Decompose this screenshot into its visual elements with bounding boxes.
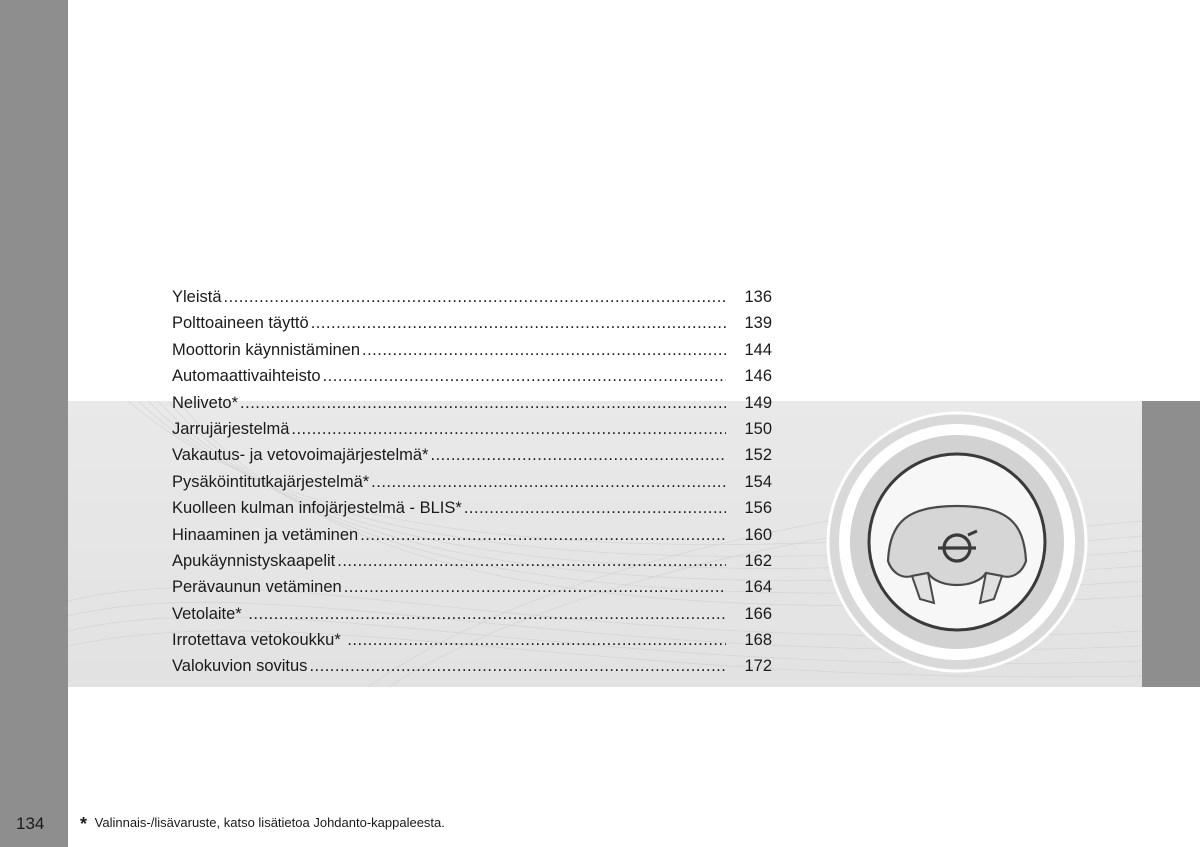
toc-entry[interactable] [172,284,772,310]
left-margin-bar [0,0,68,847]
toc-leader-dots [240,390,726,416]
toc-entry-title: Polttoaineen täyttö [172,314,309,333]
toc-entry-title: Kuolleen kulman infojärjestelmä - BLIS* [172,499,462,518]
toc-leader-dots [337,548,726,574]
toc-leader-dots [248,601,726,627]
toc-entry-page: 166 [744,604,772,623]
toc-leader-dots [430,442,726,468]
toc-entry-title: Hinaaminen ja vetäminen [172,525,359,544]
toc-entry[interactable] [172,442,772,468]
toc-leader-dots [323,363,726,389]
toc-entry[interactable] [172,574,772,600]
toc-entry-page: 150 [744,419,772,438]
steering-wheel-icon [826,411,1088,673]
toc-leader-dots [311,310,726,336]
toc-entry-page: 139 [744,314,772,333]
toc-entry-page: 162 [744,551,772,570]
toc-entry[interactable] [172,390,772,416]
toc-entry-title: Apukäynnistyskaapelit [172,551,336,570]
toc-entry-page: 154 [744,472,772,491]
toc-entry-title: Vetolaite* [172,604,247,623]
toc-entry[interactable] [172,363,772,389]
toc-entry-page: 172 [744,657,772,676]
toc-entry[interactable] [172,310,772,336]
toc-leader-dots [362,337,726,363]
toc-entry-title: Vakautus- ja vetovoimajärjestelmä* [172,446,429,465]
toc-entry-title: Perävaunun vetäminen [172,578,342,597]
toc-leader-dots [371,469,726,495]
footnote-text: Valinnais-/lisävaruste, katso lisätietoa Johdanto-kappaleesta. [94,815,445,830]
toc-entry-title: Neliveto* [172,393,239,412]
toc-entry-page: 136 [744,288,772,306]
toc-entry[interactable] [172,416,772,442]
toc-entry-title: Pysäköintitutkajärjestelmä* [172,472,370,491]
toc-entry-page: 146 [744,367,772,386]
toc-entry[interactable] [172,627,772,653]
toc-leader-dots [464,495,726,521]
chapter-tab [1142,401,1200,687]
toc-entry-title: Valokuvion sovitus [172,657,308,676]
toc-entry-page: 144 [744,340,772,359]
toc-leader-dots [344,574,726,600]
toc-leader-dots [309,653,726,679]
toc-entry-page: 156 [744,499,772,518]
toc-leader-dots [224,284,726,310]
toc-entry[interactable] [172,548,772,574]
footnote-star: * [80,814,88,834]
toc-entry-title: Jarrujärjestelmä [172,419,290,438]
toc-entry-title: Moottorin käynnistäminen [172,340,361,359]
toc-entry-page: 152 [744,446,772,465]
toc-entry[interactable] [172,495,772,521]
toc-entry-title: Automaattivaihteisto [172,367,321,386]
toc-entry-page: 149 [744,393,772,412]
table-of-contents [172,284,772,680]
toc-leader-dots [347,627,726,653]
toc-entry[interactable] [172,653,772,679]
toc-entry-page: 164 [744,578,772,597]
toc-entry-title: Yleistä [172,288,222,306]
toc-entry[interactable] [172,469,772,495]
footnote [80,814,445,835]
page-number: 134 [16,814,45,833]
toc-entry[interactable] [172,522,772,548]
toc-entry-page: 168 [744,631,772,650]
toc-entry-page: 160 [744,525,772,544]
toc-entry-title: Irrotettava vetokoukku* [172,631,346,650]
toc-entry[interactable] [172,337,772,363]
toc-entry[interactable] [172,601,772,627]
toc-leader-dots [291,416,726,442]
toc-leader-dots [360,522,726,548]
